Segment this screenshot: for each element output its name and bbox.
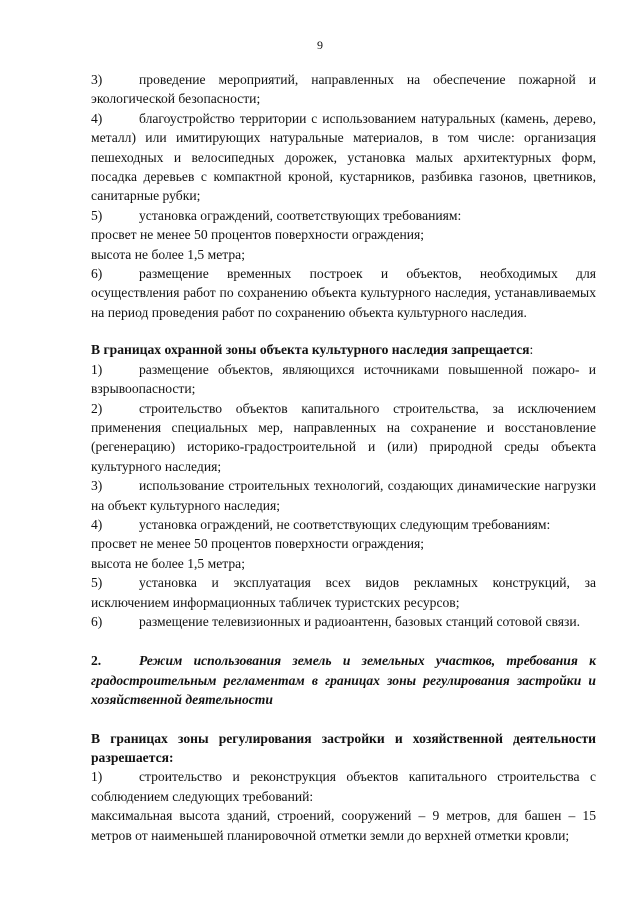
list-item	[91, 206, 596, 225]
item-number: 6)	[91, 613, 103, 629]
fence-requirement: просвет не менее 50 процентов поверхности ограждения;	[91, 227, 425, 243]
prohibited-heading-colon: :	[529, 342, 534, 358]
item-text: проведение мероприятий, направленных на обеспечение пожарной и экологической безопасности;	[91, 72, 596, 107]
item-text: установка ограждений, не соответствующих следующим требованиям:	[139, 516, 551, 532]
item-text: строительство объектов капитального строительства, за исключением применения специальных мер, направленных на сохранение и восстановление (регенерацию) историко-градостроительной и (или) природной среды объекта культурного наследия;	[91, 400, 596, 474]
item-number: 1)	[91, 361, 103, 377]
list-item	[91, 109, 596, 206]
item-number: 2)	[91, 400, 103, 416]
fence-requirement: просвет не менее 50 процентов поверхности ограждения;	[91, 536, 425, 552]
document-body	[91, 70, 596, 845]
item-text: строительство и реконструкция объектов капитального строительства с соблюдением следующих требований:	[91, 769, 596, 804]
item-text: установка ограждений, соответствующих требованиям:	[139, 207, 462, 223]
item-text: использование строительных технологий, создающих динамические нагрузки на объект культурного наследия;	[91, 478, 596, 513]
list-item	[91, 612, 596, 631]
prohibited-heading	[91, 340, 596, 359]
list-item	[91, 573, 596, 612]
list-item	[91, 70, 596, 109]
item-number: 5)	[91, 575, 103, 591]
prohibited-heading-text: В границах охранной зоны объекта культурного наследия запрещается	[91, 342, 530, 358]
item-text: размещение временных построек и объектов, необходимых для осуществления работ по сохранению объекта культурного наследия, устанавливаемых на период проведения работ по сохранению объекта культурного наследия.	[91, 266, 596, 320]
item-text: размещение телевизионных и радиоантенн, базовых станций сотовой связи.	[139, 613, 581, 629]
item-number: 6)	[91, 266, 103, 282]
list-item	[91, 360, 596, 399]
item-number: 4)	[91, 516, 103, 532]
item-text: установка и эксплуатация всех видов рекламных конструкций, за исключением информационных табличек туристских ресурсов;	[91, 575, 596, 610]
fence-requirement: высота не более 1,5 метра;	[91, 246, 245, 262]
item-number: 1)	[91, 769, 103, 785]
item-text: благоустройство территории с использованием натуральных (камень, дерево, металл) или имитирующих натуральные материалов, в том числе: организация пешеходных и велосипедных дорожек, установка малых архитектурных форм, посадка деревьев с компактной кроной, кустарников, разбивка газонов, цветников, санитарные рубки;	[91, 110, 596, 204]
list-item	[91, 767, 596, 806]
item-number: 3)	[91, 478, 103, 494]
page-number: 9	[317, 38, 323, 52]
list-item	[91, 476, 596, 515]
section-title-text: Режим использования земель и земельных участков, требования к градостроительным регламентам в границах зоны регулирования застройки и хозяйственной деятельности	[91, 653, 596, 708]
list-item	[91, 264, 596, 322]
height-requirement: максимальная высота зданий, строений, сооружений – 9 метров, для башен – 15 метров от наименьшей планировочной отметки земли до верхней отметки кровли;	[91, 808, 596, 843]
fence-requirement: высота не более 1,5 метра;	[91, 555, 245, 571]
allowed-heading: В границах зоны регулирования застройки и хозяйственной деятельности разрешается:	[91, 730, 596, 765]
section-title	[91, 651, 596, 709]
item-number: 5)	[91, 207, 103, 223]
item-number: 3)	[91, 72, 103, 87]
item-text: размещение объектов, являющихся источниками повышенной пожаро- и взрывоопасности;	[91, 361, 596, 397]
item-number: 4)	[91, 110, 103, 126]
list-item	[91, 515, 596, 534]
section-number: 2.	[91, 653, 102, 669]
list-item	[91, 399, 596, 477]
